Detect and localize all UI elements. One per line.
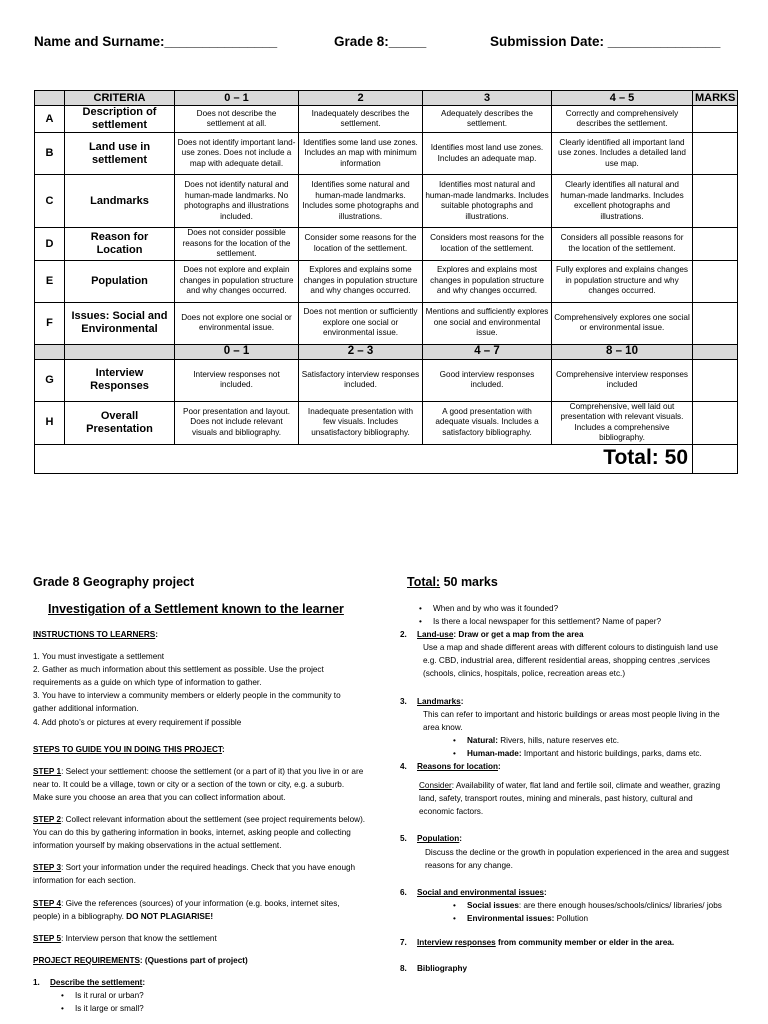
- grade-label: Grade 8:_____: [334, 34, 427, 49]
- requirements-heading: PROJECT REQUIREMENTS: (Questions part of project): [33, 955, 248, 965]
- list-item: • Is it large or small?: [59, 1002, 365, 1015]
- row-level-3: Identifies most natural and human-made landmarks. Includes suitable photographs and illustrations.: [423, 175, 552, 228]
- row-marks-cell: [693, 260, 738, 302]
- rubric-subheader-blank: [35, 344, 65, 359]
- rubric-subheader-level-2: 2 – 3: [299, 344, 423, 359]
- step-4: STEP 4: Give the references (sources) of your information (e.g. books, internet sites,: [33, 898, 340, 908]
- rubric-subheader-level-3: 4 – 7: [423, 344, 552, 359]
- row-level-2: Satisfactory interview responses included.: [299, 359, 423, 401]
- rubric-total: Total: 50: [35, 444, 693, 473]
- rubric-subheader-row: [35, 344, 738, 359]
- step-2: STEP 2: Collect relevant information about the settlement (see project requirements below).: [33, 815, 366, 825]
- instruction-line: 2. Gather as much information about this settlement as possible. Use the project: [33, 665, 324, 675]
- row-marks-cell: [693, 401, 738, 444]
- step-line: near to. It could be a village, town or city or a section of the town or city, e.g. a suburb.: [33, 779, 345, 789]
- row-level-2: Inadequately describes the settlement.: [299, 106, 423, 133]
- row-letter: A: [35, 106, 65, 133]
- list-item: • When and by who was it founded?: [417, 602, 729, 615]
- list-item: • Is it rural or urban?: [59, 989, 365, 1002]
- requirement-6: 6. Social and environmental issues:: [400, 887, 547, 897]
- text-line: reasons for any change.: [425, 860, 513, 870]
- row-level-2: Identifies some natural and human-made landmarks. Includes some photographs and illustrations.: [299, 175, 423, 228]
- row-criteria: Description of settlement: [65, 106, 175, 133]
- row-level-4: Clearly identifies all natural and human-made landmarks. Includes excellent photographs and illustrations.: [552, 175, 693, 228]
- rubric-row: [35, 133, 738, 175]
- row-level-3: Considers most reasons for the location of the settlement.: [423, 228, 552, 261]
- rubric-row: [35, 228, 738, 261]
- rubric-row: [35, 260, 738, 302]
- total-marks-heading: Total: 50 marks: [407, 575, 498, 589]
- requirement-2: 2. Land-use: Draw or get a map from the area: [400, 630, 584, 640]
- row-level-1: Does not identify important land-use zones. Does not include a map with adequate detail.: [175, 133, 299, 175]
- row-level-1: Does not explore and explain changes in population structure and why changes occurred.: [175, 260, 299, 302]
- rubric-header-blank: [35, 91, 65, 106]
- instructions-heading: INSTRUCTIONS TO LEARNERS:: [33, 630, 158, 639]
- row-letter: B: [35, 133, 65, 175]
- rubric-header-level-1: 0 – 1: [175, 91, 299, 106]
- row-level-2: Inadequate presentation with few visuals. Includes unsatisfactory bibliography.: [299, 401, 423, 444]
- step-line: information yourself by making observations in the actual settlement.: [33, 841, 282, 851]
- instruction-line: 4. Add photo’s or pictures at every requirement if possible: [33, 717, 242, 727]
- requirement-1-list: [59, 989, 365, 1015]
- population-text: [400, 846, 729, 872]
- instruction-line: requirements as a guide on which type of information to gather.: [33, 678, 262, 688]
- land-use-text: [400, 641, 729, 680]
- text-line: area know.: [423, 722, 463, 732]
- text-line: (schools, clinics, hospitals, police, recreation areas etc.): [423, 669, 626, 679]
- row-level-4: Comprehensive, well laid out presentation with relevant visuals. Includes a comprehensive bibliography.: [552, 401, 693, 444]
- rubric-row: [35, 106, 738, 133]
- step-line: people) in a bibliography. DO NOT PLAGIARISE!: [33, 911, 214, 921]
- instructions-block: [33, 628, 365, 1015]
- row-marks-cell: [693, 302, 738, 344]
- requirement-1: 1. Describe the settlement:: [33, 977, 146, 987]
- rubric-subheader-blank: [65, 344, 175, 359]
- row-criteria: Issues: Social and Environmental: [65, 302, 175, 344]
- text-line: Discuss the decline or the growth in population experienced in the area and suggest: [425, 847, 730, 857]
- row-level-4: Comprehensively explores one social or environmental issue.: [552, 302, 693, 344]
- list-item: • Environmental issues: Pollution: [451, 912, 729, 925]
- row-letter: G: [35, 359, 65, 401]
- row-level-4: Fully explores and explains changes in population structure and why changes occurred.: [552, 260, 693, 302]
- row-level-2: Does not mention or sufficiently explore one social or environmental issue.: [299, 302, 423, 344]
- row-letter: D: [35, 228, 65, 261]
- project-title: Grade 8 Geography project: [33, 575, 195, 589]
- rubric-subheader-level-4: 8 – 10: [552, 344, 693, 359]
- requirement-4: 4. Reasons for location:: [400, 762, 501, 772]
- row-criteria: Population: [65, 260, 175, 302]
- text-line: economic factors.: [419, 807, 484, 817]
- step-3: STEP 3: Sort your information under the required headings. Check that you have enough: [33, 863, 356, 873]
- row-level-4: Correctly and comprehensively describes the settlement.: [552, 106, 693, 133]
- row-level-1: Does not consider possible reasons for the location of the settlement.: [175, 228, 299, 261]
- rubric-header-level-4: 4 – 5: [552, 91, 693, 106]
- text-line: Use a map and shade different areas with different colours to distinguish land use: [423, 643, 719, 653]
- rubric-header-criteria: CRITERIA: [65, 91, 175, 106]
- requirement-3: 3. Landmarks:: [400, 696, 464, 706]
- name-surname-label: Name and Surname:_______________: [34, 34, 278, 49]
- step-line: information for each section.: [33, 876, 136, 886]
- instruction-line: gather additional information.: [33, 704, 139, 714]
- row-level-1: Does not identify natural and human-made landmarks. No photographs and illustrations included.: [175, 175, 299, 228]
- requirements-continued: [400, 602, 729, 975]
- issues-list: [451, 899, 729, 925]
- list-item: • Natural: Rivers, hills, nature reserves etc.: [451, 734, 729, 747]
- rubric-total-row: [35, 444, 738, 473]
- rubric-row: [35, 359, 738, 401]
- row-marks-cell: [693, 359, 738, 401]
- row-letter: C: [35, 175, 65, 228]
- row-level-3: Identifies most land use zones. Includes an adequate map.: [423, 133, 552, 175]
- step-line: Make sure you choose an area that you can collect information about.: [33, 792, 286, 802]
- row-level-3: Explores and explains most changes in population structure and why changes occurred.: [423, 260, 552, 302]
- row-level-1: Interview responses not included.: [175, 359, 299, 401]
- row-criteria: Interview Responses: [65, 359, 175, 401]
- row-criteria: Reason for Location: [65, 228, 175, 261]
- step-1: STEP 1: Select your settlement: choose the settlement (or a part of it) that you live in or are: [33, 766, 364, 776]
- rubric-row: [35, 401, 738, 444]
- rubric-table: [34, 90, 738, 474]
- landmarks-list: [451, 734, 729, 760]
- row-letter: H: [35, 401, 65, 444]
- row-level-2: Identifies some land use zones. Includes an map with minimum information: [299, 133, 423, 175]
- rubric-header-marks: MARKS: [693, 91, 738, 106]
- row-criteria: Overall Presentation: [65, 401, 175, 444]
- requirement-7: 7. Interview responses from community member or elder in the area.: [400, 937, 675, 947]
- instruction-line: 3. You have to interview a community members or elderly people in the community to: [33, 691, 341, 701]
- row-level-2: Explores and explains some changes in population structure and why changes occurred.: [299, 260, 423, 302]
- rubric-total-marks-cell: [693, 444, 738, 473]
- requirement-8: 8. Bibliography: [400, 964, 468, 974]
- row-level-1: Poor presentation and layout. Does not include relevant visuals and bibliography.: [175, 401, 299, 444]
- row-letter: E: [35, 260, 65, 302]
- row-level-3: Adequately describes the settlement.: [423, 106, 552, 133]
- text-line: Consider: Availability of water, flat land and fertile soil, climate and weather, grazing: [419, 781, 721, 791]
- list-item: • Human-made: Important and historic buildings, parks, dams etc.: [451, 747, 729, 760]
- submission-date-label: Submission Date: _______________: [490, 34, 721, 49]
- rubric-header-level-2: 2: [299, 91, 423, 106]
- row-marks-cell: [693, 133, 738, 175]
- row-marks-cell: [693, 106, 738, 133]
- row-level-3: Mentions and sufficiently explores one social and environmental issue.: [423, 302, 552, 344]
- steps-heading: STEPS TO GUIDE YOU IN DOING THIS PROJECT:: [33, 744, 225, 754]
- location-text: [400, 779, 729, 818]
- row-level-3: A good presentation with adequate visuals. Includes a satisfactory bibliography.: [423, 401, 552, 444]
- rubric-row: [35, 302, 738, 344]
- rubric-row: [35, 175, 738, 228]
- text-line: This can refer to important and historic buildings or areas most people living in the: [423, 709, 720, 719]
- instruction-line: 1. You must investigate a settlement: [33, 652, 165, 662]
- row-letter: F: [35, 302, 65, 344]
- rubric-subheader-blank: [693, 344, 738, 359]
- project-subtitle: Investigation of a Settlement known to the learner: [48, 602, 344, 616]
- requirement-5: 5. Population:: [400, 834, 463, 844]
- rubric-header-row: [35, 91, 738, 106]
- text-line: e.g. CBD, industrial area, different residential areas, shopping centres ,services: [423, 656, 711, 666]
- row-criteria: Land use in settlement: [65, 133, 175, 175]
- step-5: STEP 5: Interview person that know the settlement: [33, 933, 217, 943]
- row-criteria: Landmarks: [65, 175, 175, 228]
- row-level-2: Consider some reasons for the location of the settlement.: [299, 228, 423, 261]
- text-line: land, safety, transport routes, mining and minerals, past history, cultural and: [419, 794, 693, 804]
- row-level-1: Does not describe the settlement at all.: [175, 106, 299, 133]
- row-level-1: Does not explore one social or environmental issue.: [175, 302, 299, 344]
- row-level-4: Comprehensive interview responses included: [552, 359, 693, 401]
- step-line: You can do this by gathering information in books, internet, asking people and collecting: [33, 828, 351, 838]
- rubric-header-level-3: 3: [423, 91, 552, 106]
- landmarks-text: [400, 708, 729, 734]
- row-marks-cell: [693, 228, 738, 261]
- row-level-4: Clearly identified all important land use zones. Includes a detailed land use map.: [552, 133, 693, 175]
- row-level-4: Considers all possible reasons for the location of the settlement.: [552, 228, 693, 261]
- settlement-bullets: [417, 602, 729, 628]
- list-item: • Social issues: are there enough houses/schools/clinics/ libraries/ jobs: [451, 899, 729, 912]
- list-item: • Is there a local newspaper for this settlement? Name of paper?: [417, 615, 729, 628]
- rubric-subheader-level-1: 0 – 1: [175, 344, 299, 359]
- row-level-3: Good interview responses included.: [423, 359, 552, 401]
- row-marks-cell: [693, 175, 738, 228]
